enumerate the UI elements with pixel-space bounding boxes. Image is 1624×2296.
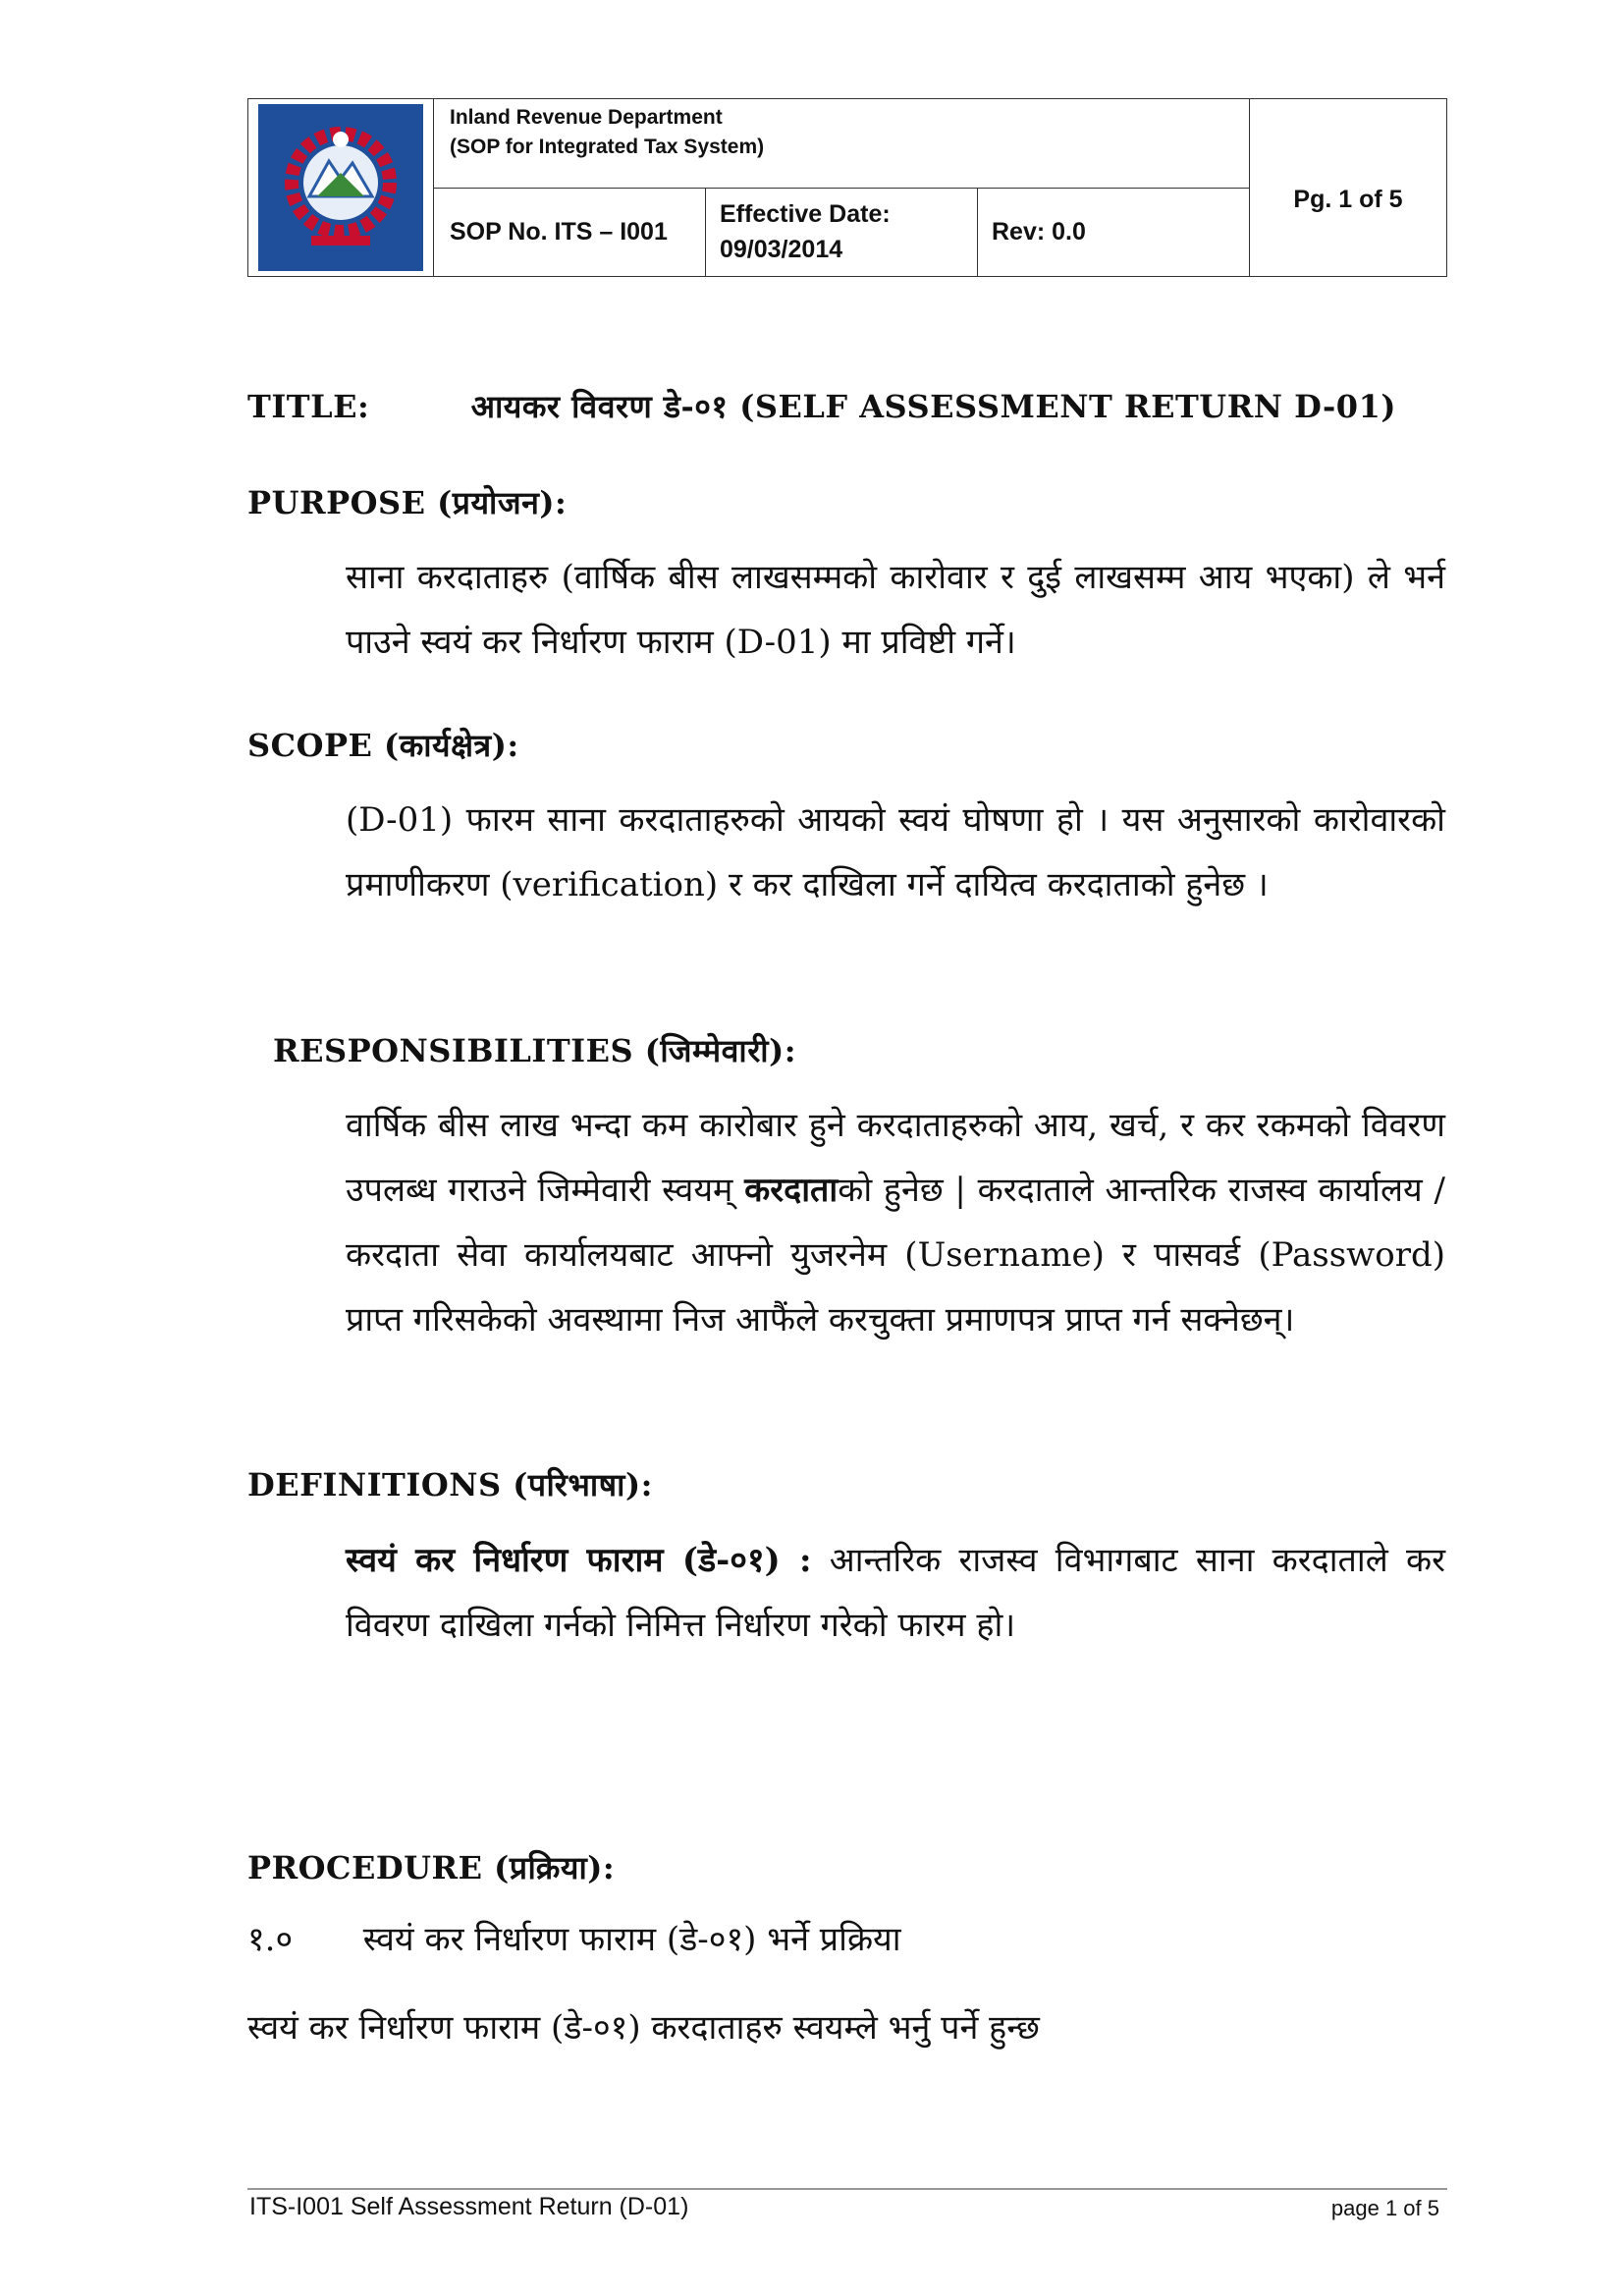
- sop-number-cell: [434, 188, 706, 277]
- footer-rule: [247, 2188, 1447, 2190]
- procedure-step-number: १.०: [247, 1920, 294, 1959]
- purpose-body: साना करदाताहरु (वार्षिक बीस लाखसम्मको कारोवार र दुई लाखसम्म आय भएका) ले भर्न पाउने स्वयं कर निर्धारण फाराम (D-01) मा प्रविष्टी गर्ने।: [346, 558, 1445, 662]
- definitions-heading: DEFINITIONS (परिभाषा):: [247, 1466, 653, 1503]
- revision: Rev: 0.0: [992, 217, 1086, 246]
- responsibilities-heading: RESPONSIBILITIES (जिम्मेवारी):: [273, 1032, 797, 1069]
- title-nepali: आयकर विवरण डे-०१: [470, 388, 729, 425]
- footer-page-number: page 1 of 5: [1330, 2196, 1439, 2220]
- title-line: [247, 385, 1396, 427]
- procedure-step: [247, 1915, 901, 1960]
- effective-date-label: Effective Date:: [720, 200, 891, 229]
- logo-cell: [248, 99, 434, 277]
- department-name: Inland Revenue Department: [450, 106, 723, 129]
- procedure-heading: PROCEDURE (प्रक्रिया):: [247, 1849, 616, 1886]
- procedure-step-title: स्वयं कर निर्धारण फाराम (डे-०१) भर्ने प्रक्रिया: [362, 1920, 901, 1959]
- responsibilities-body: [346, 1093, 1445, 1352]
- department-cell: [434, 99, 1250, 189]
- responsibilities-text-bold: करदाता: [744, 1171, 839, 1210]
- responsibilities-text-2: को हुनेछ | करदाताले आन्तरिक राजस्व कार्यालय / करदाता सेवा कार्यालयबाट आफ्नो युजरनेम (Username) र पासवर्ड (Password) प्राप्त गरिसकेको अवस्थामा निज आफैंले करचुक्ता प्रमाणपत्र प्राप्त गर्न सक्नेछन्।: [346, 1171, 1445, 1339]
- definitions-body: [346, 1528, 1445, 1658]
- title-label: TITLE:: [247, 388, 370, 425]
- responsibilities-text-1: वार्षिक बीस लाख भन्दा कम कारोबार हुने करदाताहरुको आय, खर्च, र कर रकमको विवरण उपलब्ध गराउने जिम्मेवारी स्वयम्: [346, 1106, 1445, 1210]
- scope-heading: SCOPE (कार्यक्षेत्र):: [247, 727, 519, 764]
- title-english: (SELF ASSESSMENT RETURN D-01): [739, 388, 1396, 425]
- effective-date: 09/03/2014: [720, 236, 843, 264]
- sop-header-table: [247, 98, 1447, 277]
- emblem-icon: [272, 114, 409, 261]
- effective-date-cell: [706, 188, 978, 277]
- sop-system-name: (SOP for Integrated Tax System): [450, 136, 765, 158]
- government-emblem-logo: [258, 104, 423, 271]
- page-number: Pg. 1 of 5: [1293, 186, 1403, 213]
- procedure-step-body: स्वयं कर निर्धारण फाराम (डे-०१) करदाताहरु स्वयम्ले भर्नु पर्ने हुन्छ: [247, 2008, 1040, 2048]
- definition-term: स्वयं कर निर्धारण फाराम (डे-०१) :: [346, 1541, 812, 1580]
- sop-number: SOP No. ITS – I001: [450, 217, 668, 246]
- scope-body: (D-01) फारम साना करदाताहरुको आयको स्वयं घोषणा हो । यस अनुसारको कारोवारको प्रमाणीकरण (verification) र कर दाखिला गर्ने दायित्व करदाताको हुनेछ ।: [346, 800, 1445, 904]
- revision-cell: [978, 188, 1250, 277]
- footer-document-name: ITS-I001 Self Assessment Return (D-01): [249, 2193, 689, 2220]
- page-number-cell: [1250, 99, 1447, 277]
- purpose-heading: PURPOSE (प्रयोजन):: [247, 484, 568, 521]
- definition-text: आन्तरिक राजस्व विभागबाट साना करदाताले कर विवरण दाखिला गर्नको निमित्त निर्धारण गरेको फारम हो।: [346, 1541, 1446, 1645]
